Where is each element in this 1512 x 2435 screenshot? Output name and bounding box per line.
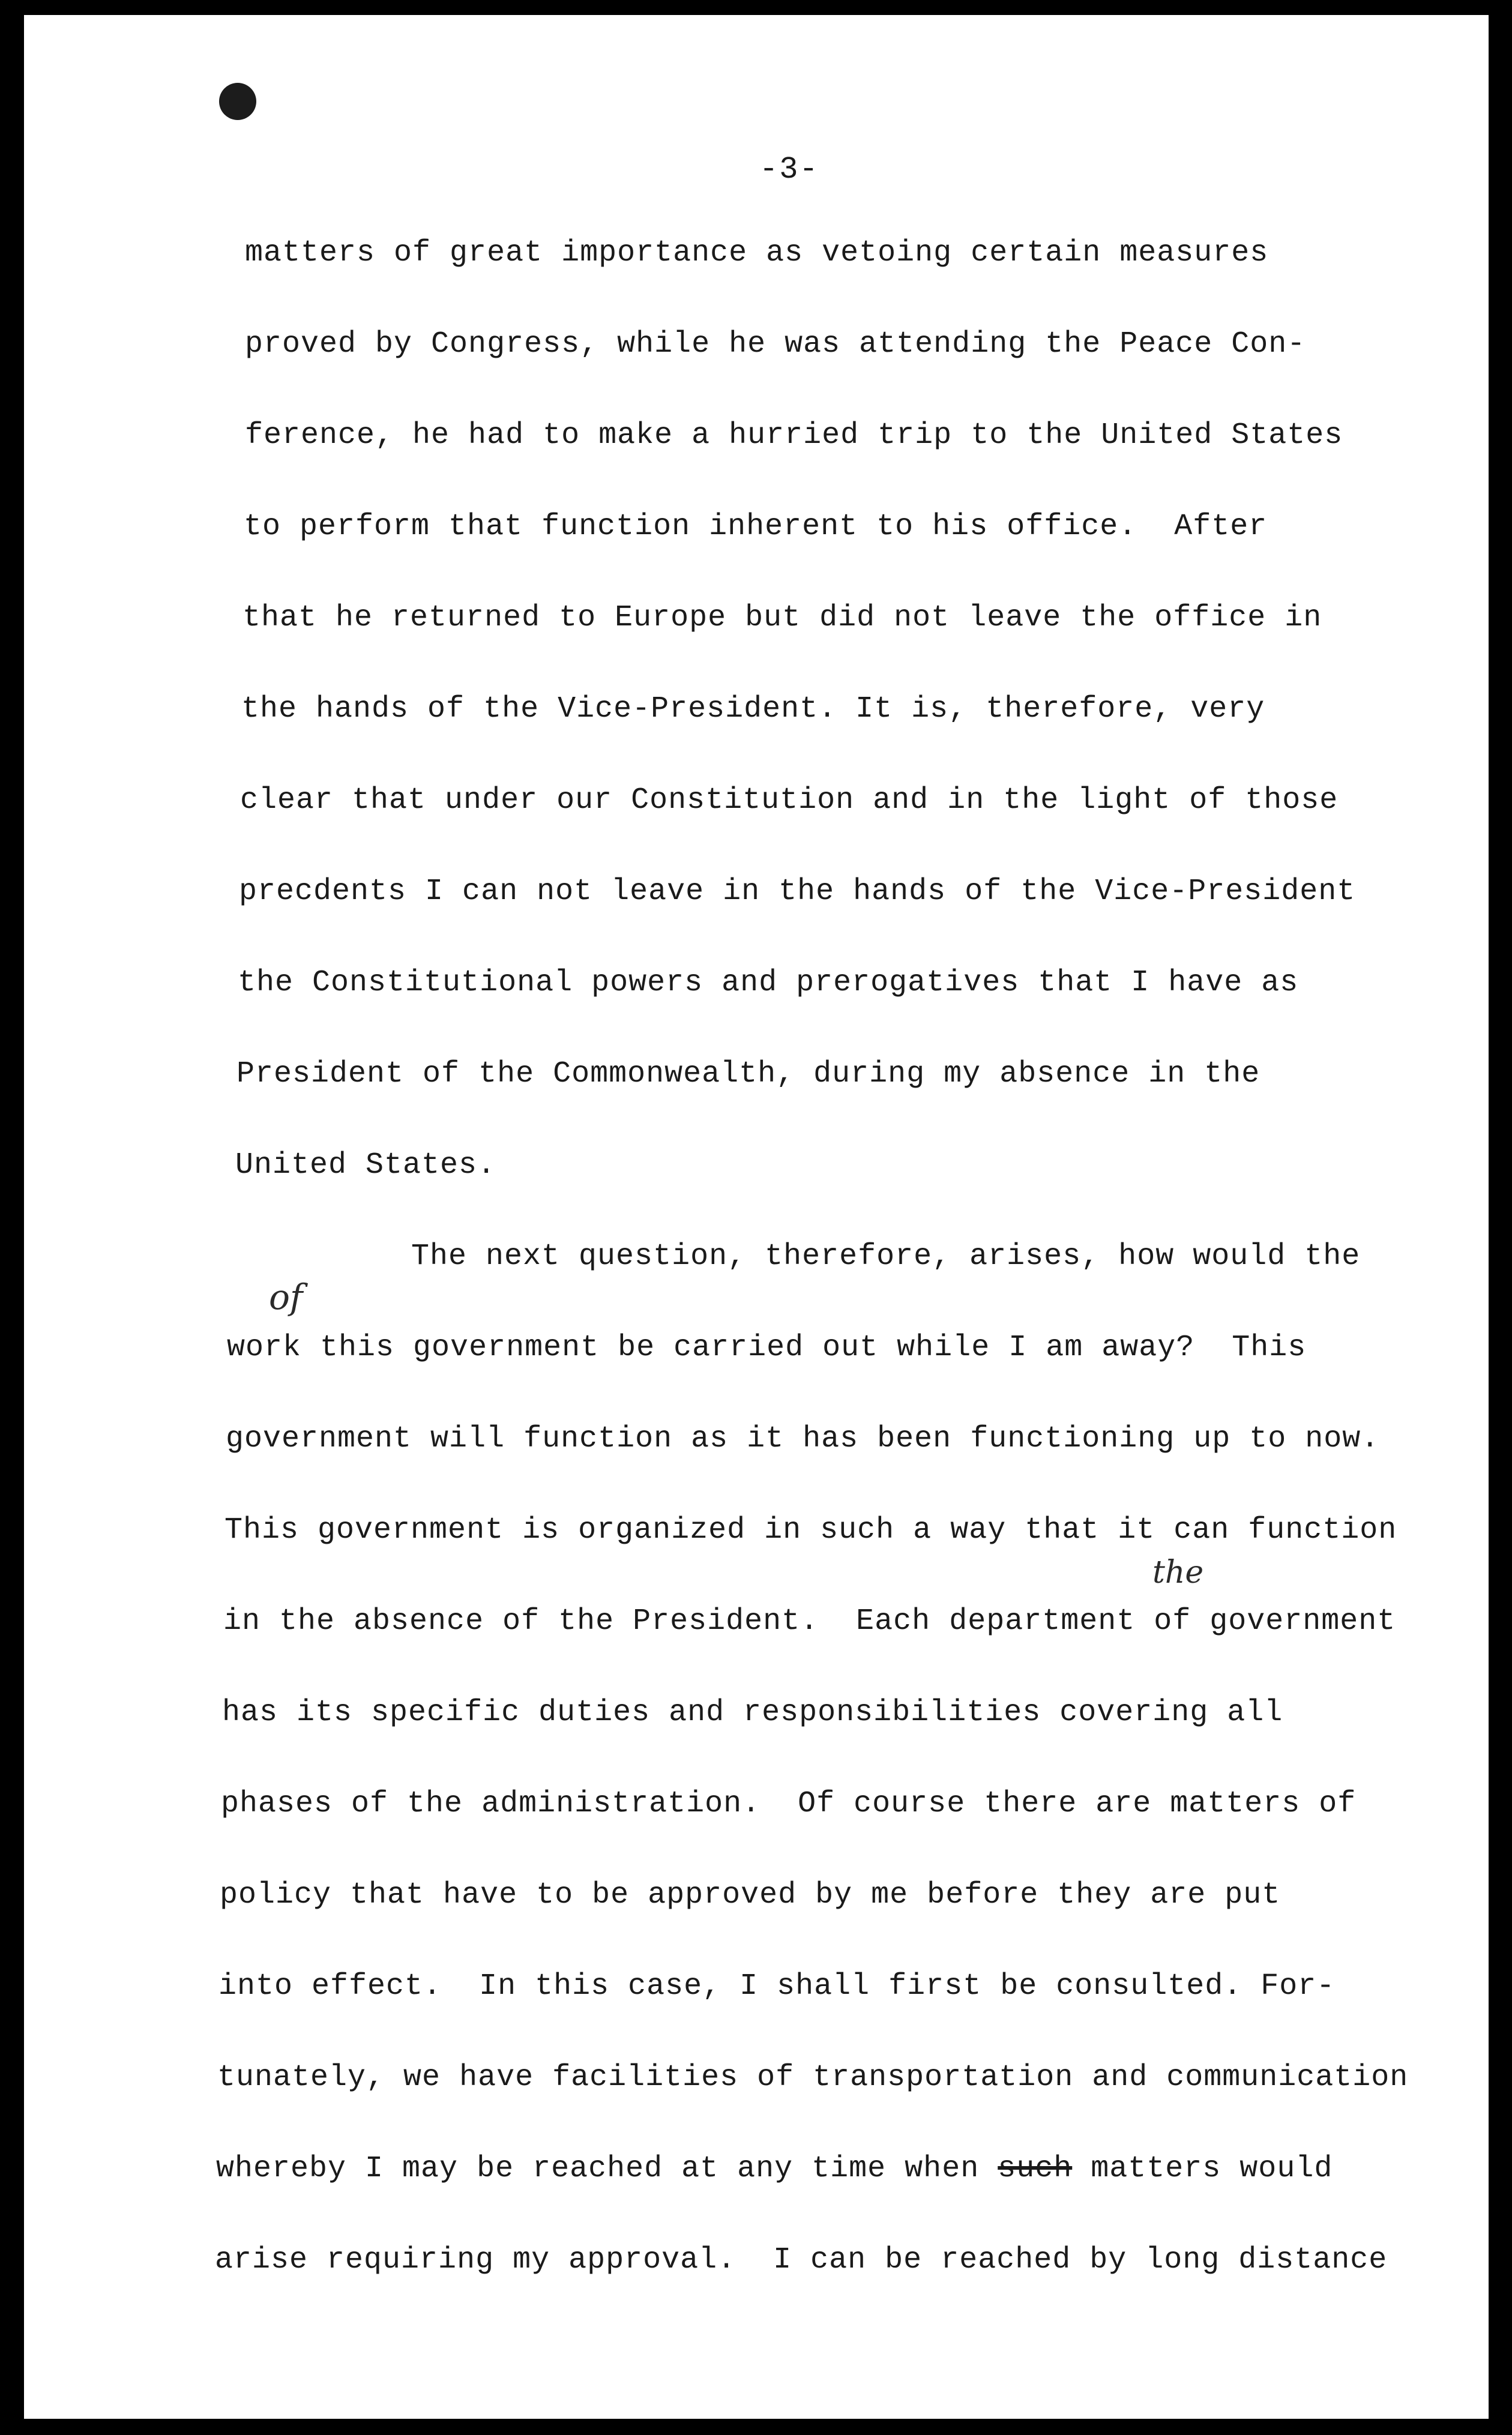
text-line: ference, he had to make a hurried trip to the United States — [245, 418, 1343, 453]
struck-word: such — [998, 2152, 1073, 2186]
text-fragment: whereby I may be reached at any time when — [216, 2152, 980, 2186]
text-line: The next question, therefore, arises, how would the — [411, 1239, 1361, 1274]
document-page — [24, 15, 1489, 2419]
page-number: -3- — [759, 152, 819, 187]
handwritten-insert-of: of — [269, 1277, 303, 1317]
text-line: the Constitutional powers and prerogatives that I have as — [238, 966, 1299, 1000]
text-line: This government is organized in such a way that it can function — [224, 1513, 1397, 1547]
text-line-with-strikeout — [216, 2154, 1333, 2184]
text-line: arise requiring my approval. I can be reached by long distance — [215, 2243, 1388, 2277]
handwritten-insert-the: the — [1152, 1555, 1204, 1591]
text-line: to perform that function inherent to his office. After — [244, 510, 1268, 544]
text-line: proved by Congress, while he was attending the Peace Con- — [245, 327, 1306, 361]
text-line: in the absence of the President. Each department of government — [223, 1604, 1396, 1639]
text-line: phases of the administration. Of course there are matters of — [221, 1787, 1357, 1821]
text-line: President of the Commonwealth, during my absence in the — [236, 1057, 1261, 1091]
text-line: matters of great importance as vetoing certain measures — [245, 236, 1269, 270]
text-line: work this government be carried out while I am away? This — [227, 1331, 1307, 1365]
text-fragment: matters would — [1091, 2152, 1333, 2186]
text-line: has its specific duties and responsibilities covering all — [222, 1696, 1283, 1730]
text-line: into effect. In this case, I shall first be consulted. For- — [218, 1969, 1336, 2003]
text-line: tunately, we have facilities of transportation and communication — [217, 2060, 1409, 2095]
text-line: government will function as it has been functioning up to now. — [226, 1422, 1380, 1456]
text-line: United States. — [235, 1148, 496, 1182]
text-line: that he returned to Europe but did not leave the office in — [242, 601, 1322, 635]
text-line: clear that under our Constitution and in the light of those — [240, 783, 1339, 817]
text-line: the hands of the Vice-President. It is, therefore, very — [241, 692, 1265, 726]
text-line: policy that have to be approved by me before they are put — [220, 1878, 1281, 1912]
punch-hole — [219, 83, 256, 120]
text-line: precdents I can not leave in the hands of the Vice-President — [239, 874, 1356, 909]
